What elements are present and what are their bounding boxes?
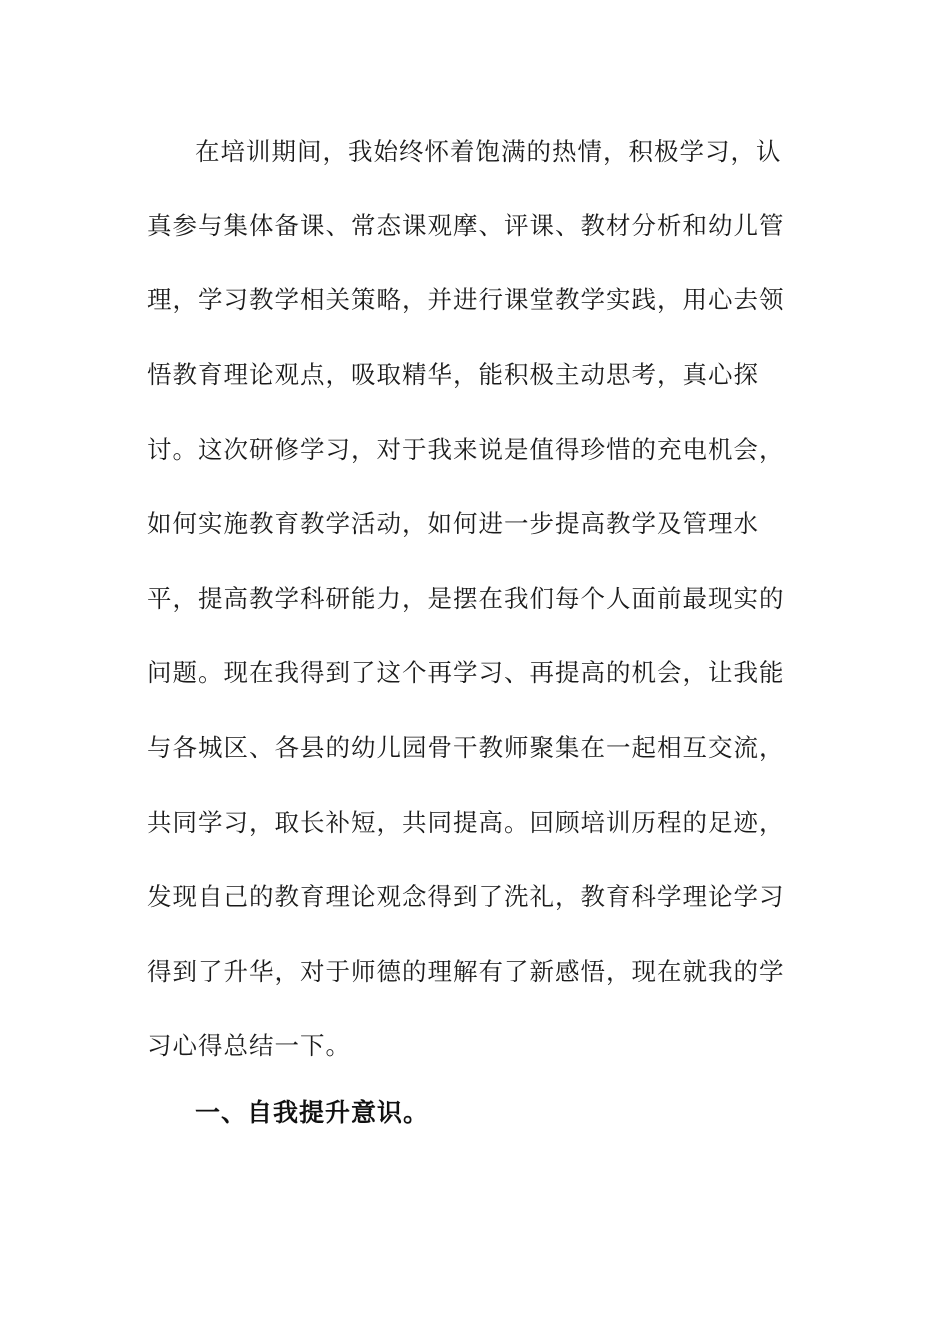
- paragraph-line-11: 发现自己的教育理论观念得到了洗礼，教育科学理论学习: [147, 882, 785, 911]
- section-heading: 一、自我提升意识。: [195, 1098, 430, 1127]
- paragraph-line-5: 讨。这次研修学习，对于我来说是值得珍惜的充电机会，: [147, 435, 785, 464]
- paragraph-line-6: 如何实施教育教学活动，如何进一步提高教学及管理水: [147, 509, 759, 538]
- paragraph-line-13: 习心得总结一下。: [147, 1031, 351, 1060]
- paragraph-line-12: 得到了升华，对于师德的理解有了新感悟，现在就我的学: [147, 957, 785, 986]
- paragraph-line-9: 与各城区、各县的幼儿园骨干教师聚集在一起相互交流，: [147, 733, 785, 762]
- paragraph-line-2: 真参与集体备课、常态课观摩、评课、教材分析和幼儿管: [147, 211, 785, 240]
- paragraph-line-10: 共同学习，取长补短，共同提高。回顾培训历程的足迹，: [147, 808, 785, 837]
- paragraph-line-4: 悟教育理论观点，吸取精华，能积极主动思考，真心探: [147, 360, 759, 389]
- paragraph-line-7: 平，提高教学科研能力，是摆在我们每个人面前最现实的: [147, 584, 785, 613]
- paragraph-line-3: 理，学习教学相关策略，并进行课堂教学实践，用心去领: [147, 285, 785, 314]
- paragraph-line-1: 在培训期间，我始终怀着饱满的热情，积极学习，认: [195, 137, 782, 166]
- paragraph-line-8: 问题。现在我得到了这个再学习、再提高的机会，让我能: [147, 658, 785, 687]
